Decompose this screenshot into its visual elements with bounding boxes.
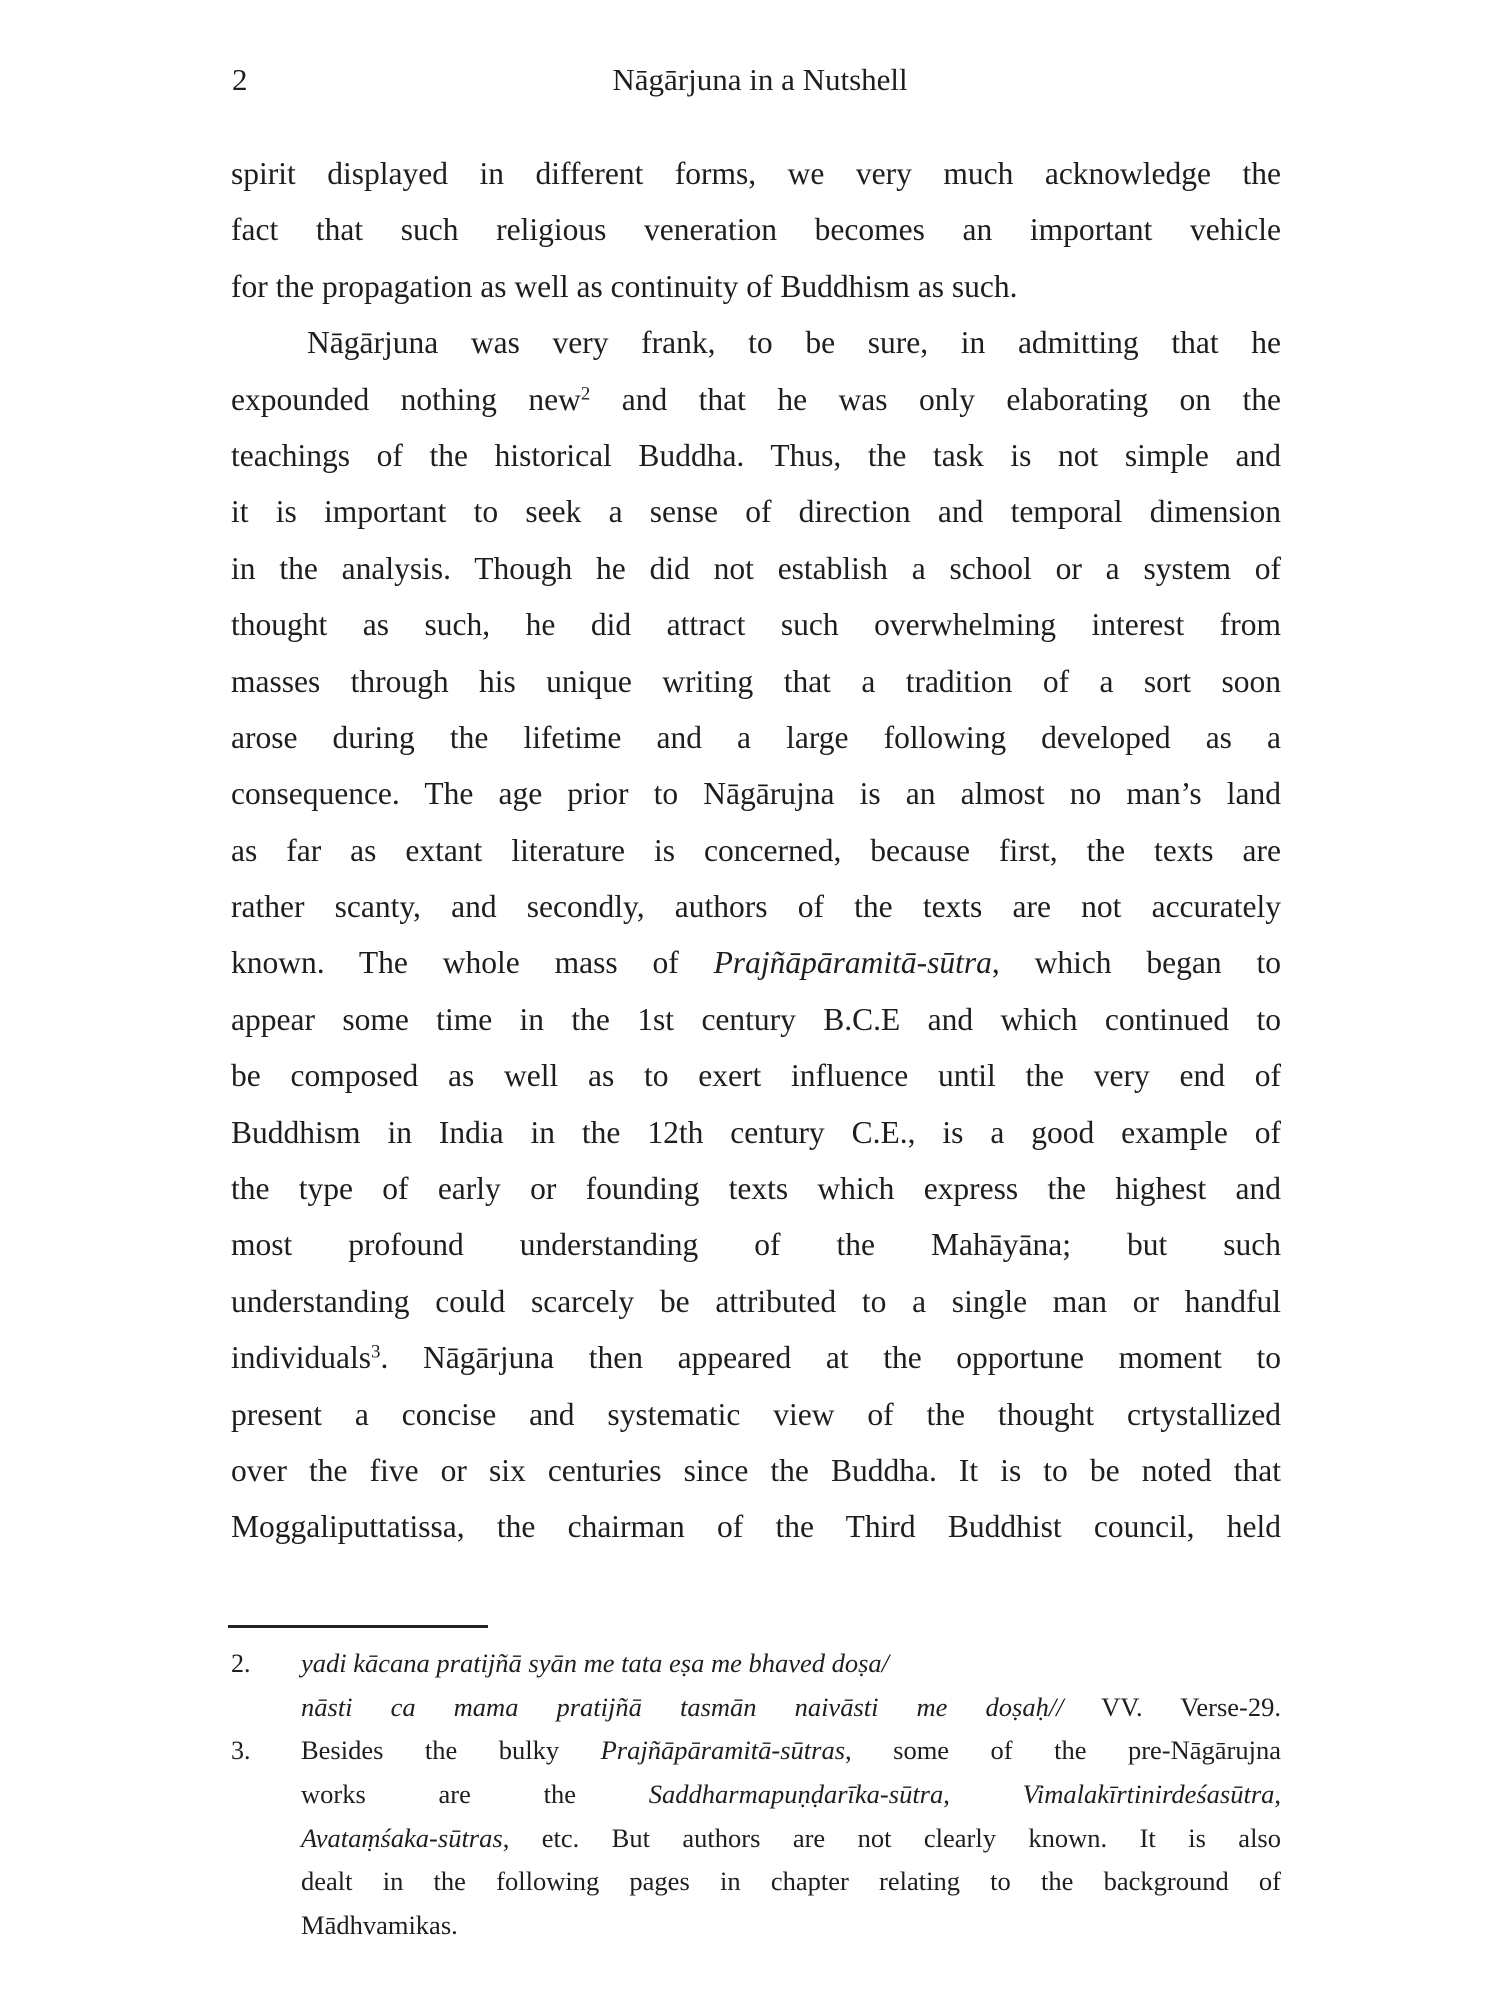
footnote-number: 3.: [231, 1736, 251, 1766]
text-segment: Besides the bulky: [301, 1735, 601, 1766]
text-segment: individuals: [231, 1340, 371, 1376]
text-segment: expounded nothing new: [231, 381, 581, 417]
text-line: [231, 202, 1281, 258]
text-segment: teachings of the historical Buddha. Thus, the task is not simple and: [231, 437, 1281, 473]
text-line: [231, 259, 1281, 315]
text-line: [231, 428, 1281, 484]
text-line: [231, 1330, 1281, 1386]
italic-text: Saddharmapuṇḍarīka-sūtra: [648, 1779, 944, 1810]
text-segment: arose during the lifetime and a large following developed as a: [231, 719, 1281, 755]
text-segment: spirit displayed in different forms, we very much acknowledge the: [231, 156, 1281, 191]
text-line: [231, 146, 1281, 202]
text-line: [231, 654, 1281, 710]
text-segment: it is important to seek a sense of direction and temporal dimension: [231, 494, 1281, 530]
text-line: [231, 1499, 1281, 1555]
italic-text: yadi kācana pratijñā syān me tata eṣa me bhaved doṣa/: [301, 1648, 890, 1678]
text-segment: Moggaliputtatissa, the chairman of the Third Buddhist council, held: [231, 1509, 1281, 1545]
italic-text: Prajñāpāramitā-sūtras: [600, 1735, 846, 1766]
text-line: [231, 710, 1281, 766]
footnote: [231, 1729, 1281, 1947]
footnote-reference[interactable]: 3: [371, 1341, 381, 1363]
page-number: 2: [232, 62, 248, 97]
italic-text: Prajñāpāramitā-sūtra: [713, 945, 992, 981]
text-line: [231, 879, 1281, 935]
text-line: [231, 823, 1281, 879]
text-segment: ,: [943, 1779, 1023, 1810]
text-line: [231, 597, 1281, 653]
text-segment: in the analysis. Though he did not establish a school or a system of: [231, 550, 1281, 586]
text-segment: works are the: [301, 1779, 649, 1810]
text-segment: thought as such, he did attract such overwhelming interest from: [231, 607, 1281, 643]
text-line: [301, 1729, 1281, 1773]
running-title: Nāgārjuna in a Nutshell: [612, 62, 908, 97]
text-line: [231, 1274, 1281, 1330]
text-line: [231, 1443, 1281, 1499]
footnote-divider: [228, 1625, 488, 1628]
text-line: [231, 1387, 1281, 1443]
text-line: [231, 1217, 1281, 1273]
text-line: [301, 1860, 1281, 1904]
footnotes: [231, 1642, 1281, 1948]
footnote-number: 2.: [231, 1649, 251, 1678]
text-segment: most profound understanding of the Mahāyāna; but such: [231, 1227, 1281, 1263]
text-line: [231, 315, 1281, 371]
body-text: [231, 146, 1281, 1556]
text-line: [231, 372, 1281, 428]
text-line: [301, 1642, 1281, 1686]
footnote-reference[interactable]: 2: [580, 383, 591, 405]
text-segment: consequence. The age prior to Nāgārujna is an almost no man’s land: [231, 776, 1281, 812]
italic-text: Vimalakīrtinirdeśasūtra: [1022, 1779, 1275, 1810]
text-segment: known. The whole mass of: [231, 945, 714, 981]
text-segment: , some of the pre-Nāgārujna: [845, 1735, 1281, 1766]
text-segment: VV. Verse-29.: [1063, 1691, 1281, 1722]
text-line: [231, 1048, 1281, 1104]
text-segment: dealt in the following pages in chapter relating to the background of: [301, 1866, 1281, 1897]
text-line: [301, 1686, 1281, 1730]
text-segment: fact that such religious veneration becomes an important vehicle: [231, 212, 1281, 248]
text-segment: ,: [1274, 1779, 1282, 1810]
text-segment: Nāgārjuna was very frank, to be sure, in admitting that he: [307, 325, 1281, 361]
text-segment: and that he was only elaborating on the: [590, 381, 1281, 417]
footnote: [231, 1642, 1281, 1729]
text-line: [231, 484, 1281, 540]
text-segment: as far as extant literature is concerned, because first, the texts are: [231, 832, 1281, 868]
text-line: [231, 1161, 1281, 1217]
text-line: [301, 1817, 1281, 1861]
text-line: [301, 1904, 1281, 1948]
text-line: [231, 541, 1281, 597]
text-segment: appear some time in the 1st century B.C.E and which continued to: [231, 1001, 1281, 1037]
text-segment: be composed as well as to exert influence until the very end of: [231, 1058, 1281, 1094]
text-line: [231, 992, 1281, 1048]
text-segment: present a concise and systematic view of the thought crtystallized: [231, 1396, 1281, 1432]
text-segment: for the propagation as well as continuity of Buddhism as such.: [231, 268, 1018, 304]
text-line: [231, 766, 1281, 822]
text-segment: the type of early or founding texts which express the highest and: [231, 1171, 1281, 1207]
text-segment: , which began to: [991, 945, 1281, 981]
text-line: [231, 1105, 1281, 1161]
italic-text: Avataṃśaka-sūtras: [301, 1822, 503, 1853]
text-segment: , etc. But authors are not clearly known. It is also: [502, 1822, 1281, 1853]
text-segment: masses through his unique writing that a tradition of a sort soon: [231, 663, 1281, 699]
text-segment: over the five or six centuries since the Buddha. It is to be noted that: [231, 1452, 1281, 1488]
text-line: [231, 935, 1281, 991]
text-segment: understanding could scarcely be attributed to a single man or handful: [231, 1283, 1281, 1319]
text-segment: Buddhism in India in the 12th century C.E., is a good example of: [231, 1114, 1281, 1150]
text-segment: rather scanty, and secondly, authors of the texts are not accurately: [231, 889, 1281, 925]
italic-text: nāsti ca mama pratijñā tasmān naivāsti me doṣaḥ//: [301, 1691, 1064, 1722]
text-segment: . Nāgārjuna then appeared at the opportune moment to: [380, 1340, 1281, 1376]
text-segment: Mādhvamikas.: [301, 1910, 458, 1941]
text-line: [301, 1773, 1281, 1817]
